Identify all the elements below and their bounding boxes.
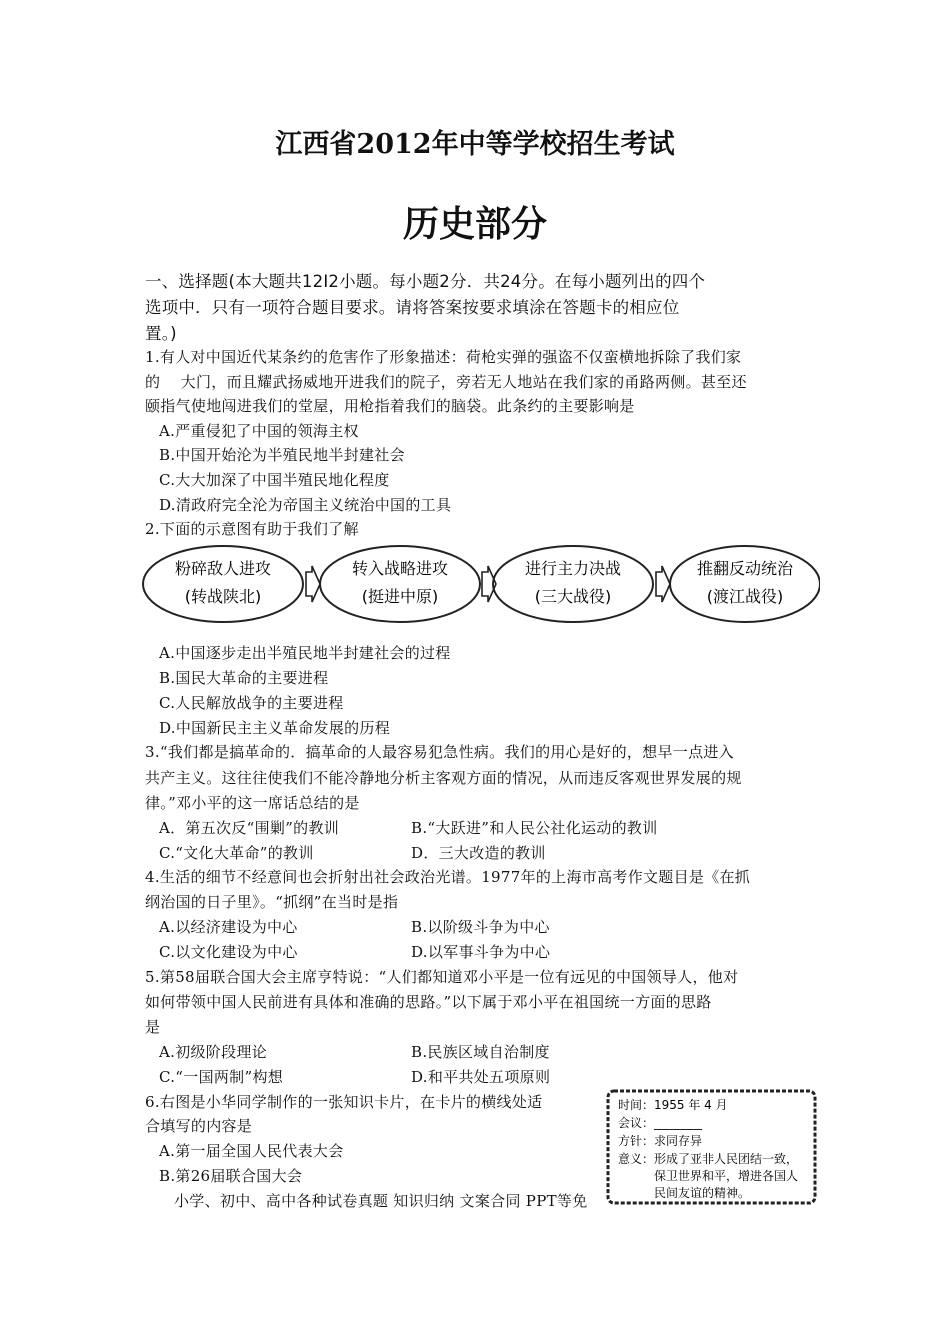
q3-stem-line-3: 律。”邓小平的这一席话总结的是	[145, 794, 360, 812]
q2-flow-diagram	[140, 542, 820, 628]
section-heading-line-1: 一、选择题(本大题共12I2小题。每小题2分．共24分。在每小题列出的四个	[145, 272, 706, 291]
q3-option-c: C.“文化大革命”的教训	[159, 844, 314, 862]
flow-node-3-top: 进行主力决战	[524, 559, 622, 578]
q3-option-b: B.“大跃进”和人民公社化运动的教训	[411, 819, 658, 837]
flow-node-1	[143, 546, 303, 622]
flow-node-2	[320, 546, 480, 622]
q6-knowledge-card	[604, 1087, 819, 1207]
q4-option-b: B.以阶级斗争为中心	[411, 918, 550, 936]
flow-node-1-top: 粉碎敌人进攻	[174, 559, 272, 578]
q6-stem-line-2: 合填写的内容是	[145, 1117, 253, 1135]
q6-option-a: A.第一届全国人民代表大会	[159, 1142, 344, 1160]
flow-node-4-bottom: (渡江战役)	[706, 587, 784, 606]
q3-stem-line-2: 共产主义。这往往使我们不能冷静地分析主客观方面的情况，从而违反客观世界发展的规	[145, 769, 742, 787]
section-heading-line-3: 置。)	[145, 324, 177, 343]
q3-option-d: D．三大改造的教训	[411, 844, 546, 862]
q4-option-c: C.以文化建设为中心	[159, 943, 298, 961]
flow-node-3-bottom: (三大战役)	[534, 587, 612, 606]
q1-stem-line-2: 的 大门，而且耀武扬威地开进我们的院子，旁若无人地站在我们家的甬路两侧。甚至还	[145, 373, 747, 391]
q6-stem-line-1: 6.右图是小华同学制作的一张知识卡片，在卡片的横线处适	[145, 1093, 543, 1111]
q4-stem-line-2: 纲治国的日子里》。“抓纲”在当时是指	[145, 893, 399, 911]
q2-option-a: A.中国逐步走出半殖民地半封建社会的过程	[159, 644, 451, 662]
card-policy: 方针：求同存异	[618, 1134, 703, 1148]
q1-option-d: D.清政府完全沦为帝国主义统治中国的工具	[159, 496, 452, 514]
card-meeting: 会议：________	[618, 1116, 703, 1130]
q5-stem-line-3: 是	[145, 1018, 161, 1036]
q4-option-d: D.以军事斗争为中心	[411, 943, 551, 961]
card-meaning-3: 民间友谊的精神。	[654, 1186, 751, 1200]
flow-arrow-1	[306, 566, 320, 602]
q5-option-a: A.初级阶段理论	[159, 1043, 268, 1061]
q2-option-d: D.中国新民主主义革命发展的历程	[159, 719, 391, 737]
q1-option-a: A.严重侵犯了中国的领海主权	[159, 422, 359, 440]
q5-option-d: D.和平共处五项原则	[411, 1068, 551, 1086]
flow-node-4-top: 推翻反动统治	[696, 559, 794, 578]
card-time: 时间：1955 年 4 月	[618, 1098, 728, 1112]
q1-stem-line-3: 颐指气使地闯进我们的堂屋，用枪指着我们的脑袋。此条约的主要影响是	[145, 397, 635, 415]
q2-option-c: C.人民解放战争的主要进程	[159, 694, 344, 712]
flow-node-2-bottom: (挺进中原)	[361, 587, 439, 606]
footer-text: 小学、初中、高中各种试卷真题 知识归纳 文案合同 PPT等免	[174, 1192, 588, 1210]
flow-node-2-top: 转入战略进攻	[351, 559, 449, 578]
q2-option-b: B.国民大革命的主要进程	[159, 669, 329, 687]
exam-subtitle: 历史部分	[402, 203, 547, 245]
flow-node-1-bottom: (转战陕北)	[184, 587, 262, 606]
flow-arrow-3	[656, 566, 670, 602]
q4-option-a: A.以经济建设为中心	[159, 918, 298, 936]
q1-option-b: B.中国开始沦为半殖民地半封建社会	[159, 446, 405, 464]
q5-option-c: C.“一国两制”构想	[159, 1068, 284, 1086]
flow-node-3	[493, 546, 653, 622]
q3-option-a: A．第五次反“围剿”的教训	[159, 819, 340, 837]
q4-stem-line-1: 4.生活的细节不经意间也会折射出社会政治光谱。1977年的上海市高考作文题目是《在抓	[145, 868, 751, 886]
q1-option-c: C.大大加深了中国半殖民地化程度	[159, 471, 390, 489]
flow-node-4	[670, 546, 820, 622]
q5-option-b: B.民族区域自治制度	[411, 1043, 550, 1061]
section-heading-line-2: 选项中．只有一项符合题目要求。请将答案按要求填涂在答题卡的相应位	[145, 298, 680, 317]
q5-stem-line-1: 5.第58届联合国大会主席亨特说：“人们都知道邓小平是一位有远见的中国领导人，他对	[145, 968, 739, 986]
q2-stem: 2.下面的示意图有助于我们了解	[145, 520, 359, 538]
card-meaning-2: 保卫世界和平，增进各国人	[654, 1169, 799, 1183]
exam-title: 江西省2012年中等学校招生考试	[275, 129, 675, 160]
q1-stem-line-1: 1.有人对中国近代某条约的危害作了形象描述：荷枪实弹的强盗不仅蛮横地拆除了我们家	[145, 348, 742, 366]
q5-stem-line-2: 如何带领中国人民前进有具体和准确的思路。”以下属于邓小平在祖国统一方面的思路	[145, 993, 712, 1011]
q3-stem-line-1: 3.“我们都是搞革命的．搞革命的人最容易犯急性病。我们的用心是好的，想早一点进入	[145, 743, 734, 761]
q6-option-b: B.第26届联合国大会	[159, 1167, 303, 1185]
card-meaning-1: 意义：形成了亚非人民团结一致，	[618, 1152, 799, 1166]
